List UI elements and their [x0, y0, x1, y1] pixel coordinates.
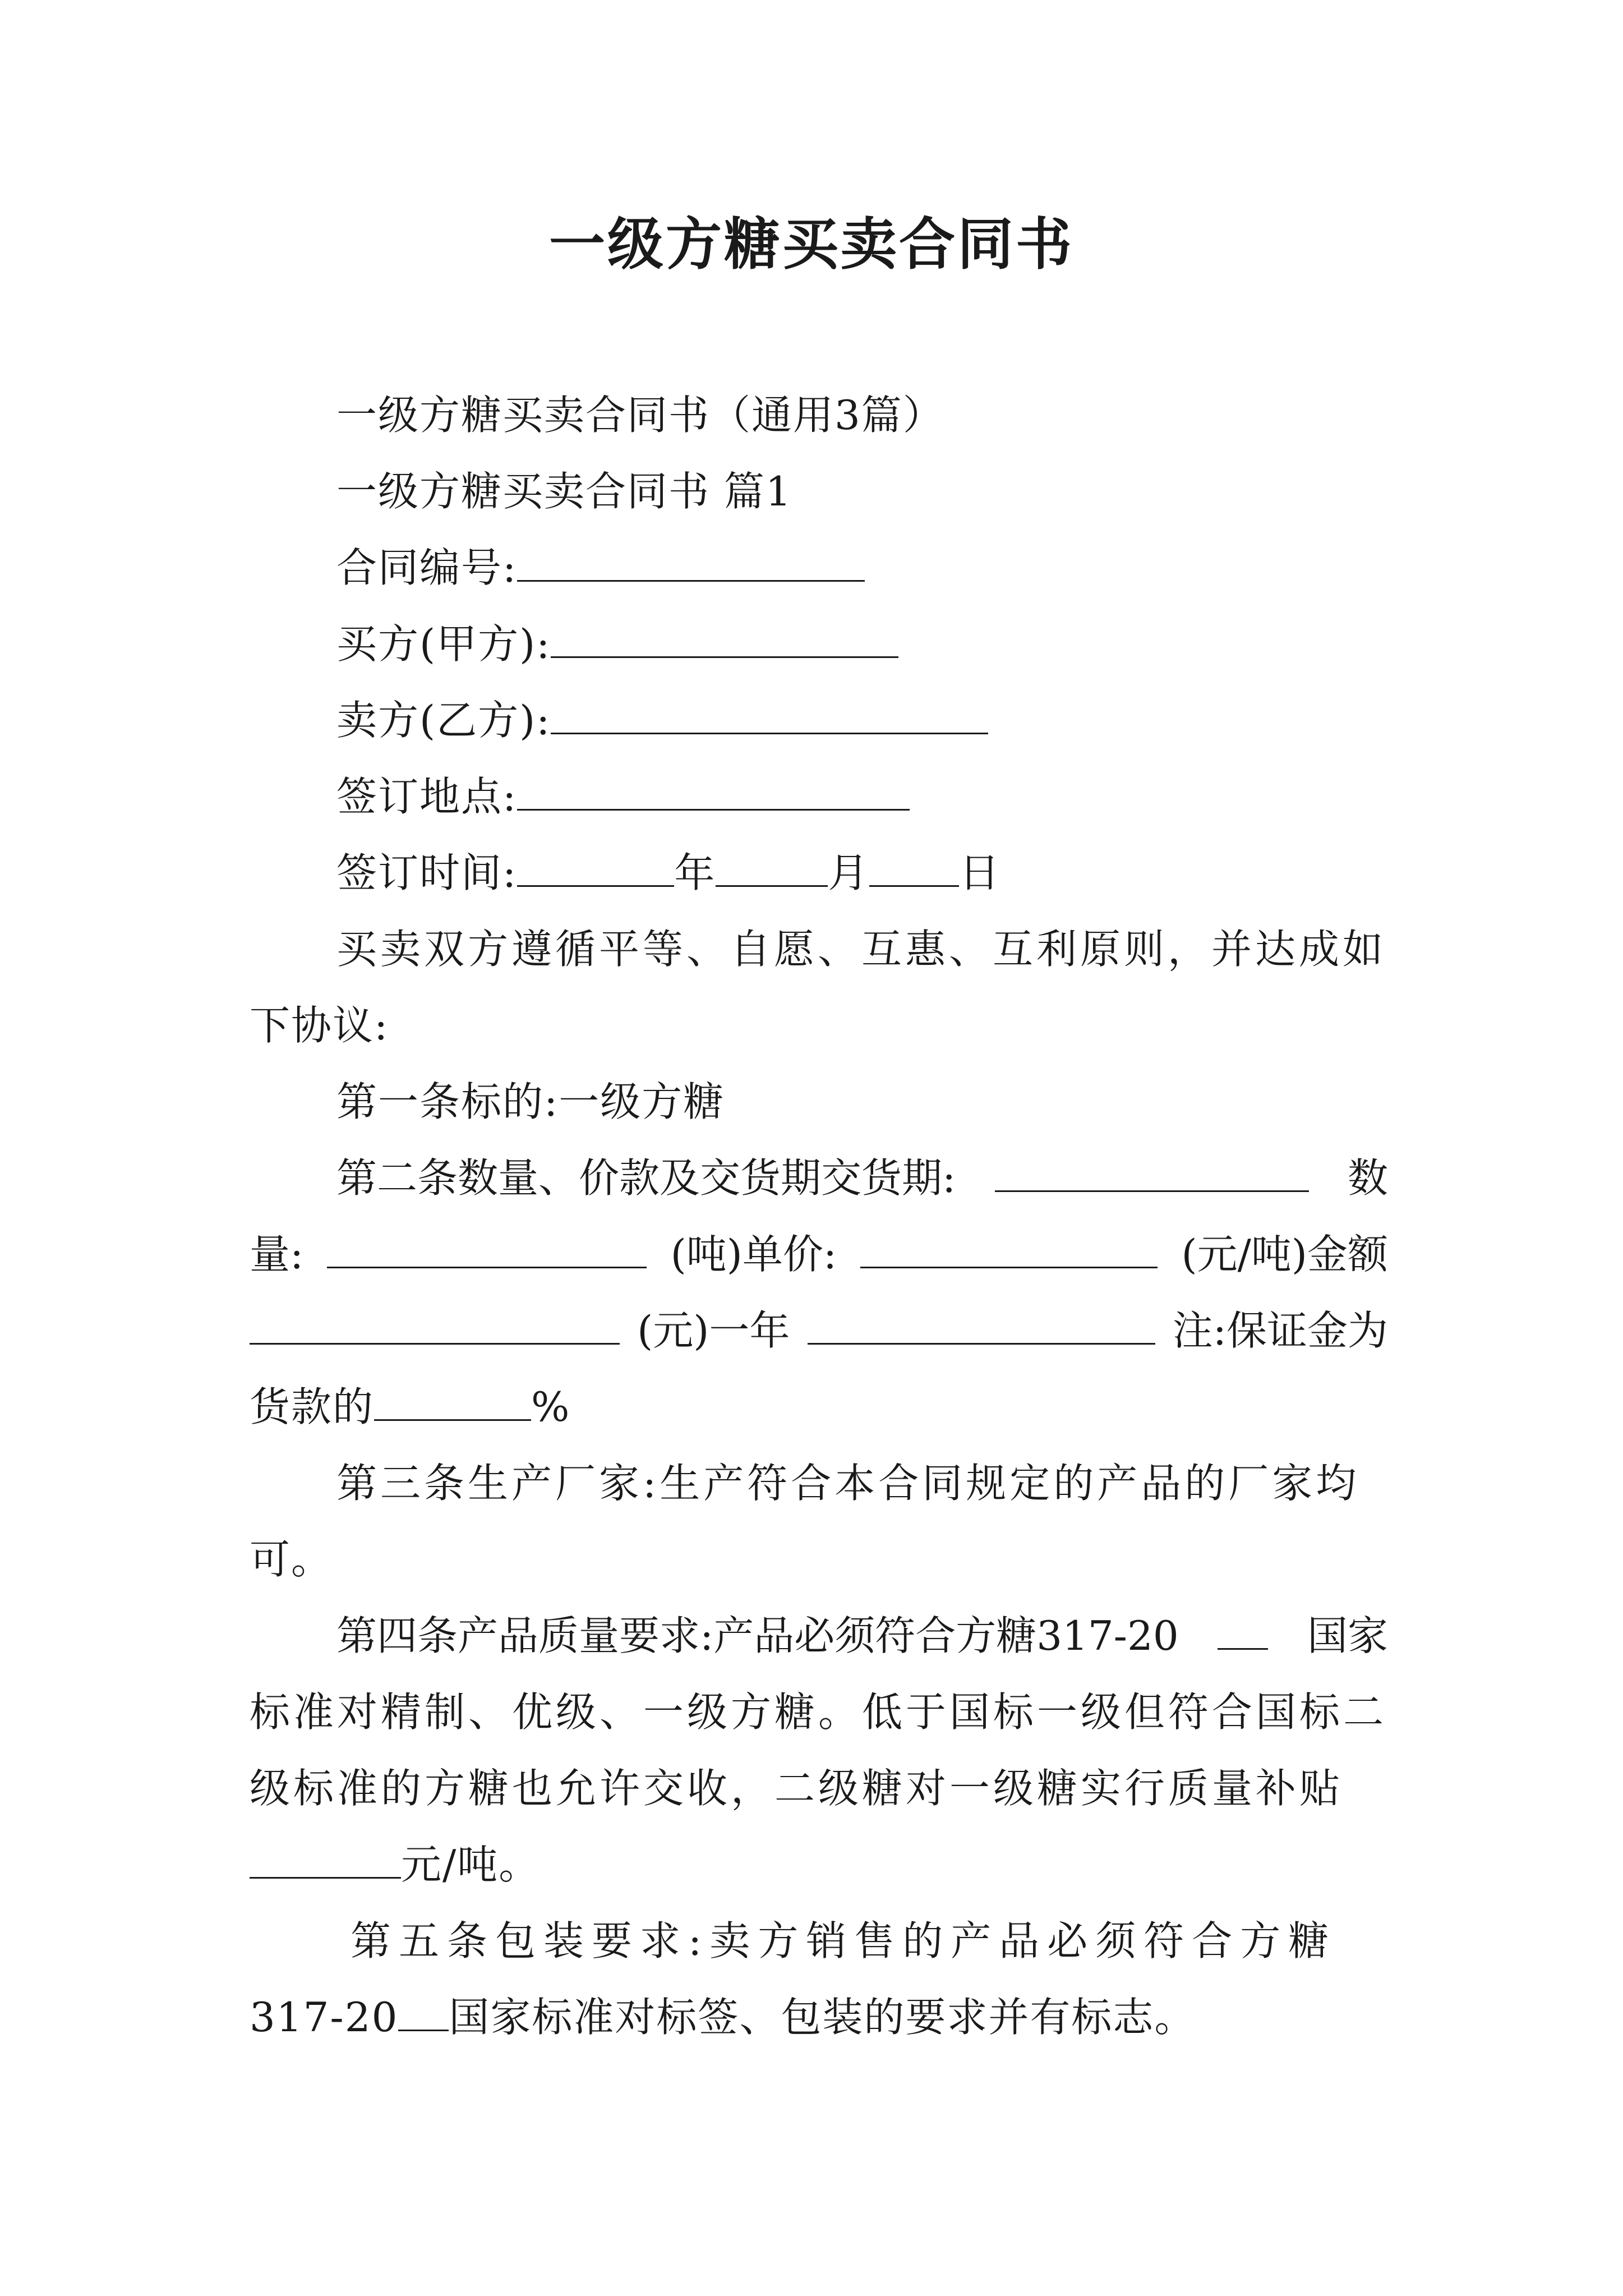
seller-label: 卖方(乙方):	[336, 697, 551, 744]
subsidy-blank	[250, 1843, 401, 1879]
article-4-text-d: 元/吨。	[401, 1841, 541, 1888]
day-blank	[869, 852, 959, 887]
document-subtitle: 一级方糖买卖合同书（通用3篇）	[336, 392, 944, 439]
article-5-line1: 第五条包装要求:卖方销售的产品必须符合方糖	[351, 1917, 1337, 1964]
unit-price-blank	[860, 1233, 1158, 1268]
contract-number-blank	[517, 546, 865, 582]
amount-blank	[250, 1309, 620, 1345]
signing-time-row	[336, 845, 1000, 901]
article-2-text-h: 货款的	[250, 1383, 375, 1430]
article-5-text-a: 317-20	[250, 1994, 399, 2041]
buyer-blank	[551, 623, 898, 658]
standard-year-blank	[1218, 1614, 1268, 1650]
seller-blank	[551, 699, 988, 734]
quantity-blank	[327, 1233, 647, 1268]
buyer-row	[336, 616, 898, 672]
article-2-text-e: (元/吨)金额	[1181, 1231, 1388, 1278]
delivery-period-blank	[995, 1157, 1309, 1192]
year-blank	[517, 852, 674, 887]
signing-place-row	[336, 769, 910, 825]
article-2-line2	[250, 1226, 1388, 1282]
article-3-line2: 可。	[250, 1536, 333, 1583]
one-year-blank	[808, 1309, 1155, 1345]
article-4-line2: 标准对精制、优级、一级方糖。低于国标一级但符合国标二	[250, 1688, 1387, 1736]
buyer-label: 买方(甲方):	[336, 620, 551, 668]
article-3-line1: 第三条生产厂家:生产符合本合同规定的产品的厂家均	[336, 1460, 1360, 1507]
intro-paragraph-line2: 下协议:	[250, 1002, 389, 1049]
seller-row	[336, 692, 988, 748]
article-2-line4	[250, 1379, 570, 1435]
month-label: 月	[828, 849, 870, 896]
article-5-line2	[250, 1989, 1196, 2045]
document-title: 一级方糖买卖合同书	[549, 211, 1074, 277]
article-4-text-b: 国家	[1307, 1612, 1388, 1659]
signing-time-label: 签订时间:	[336, 849, 518, 896]
article-2-text-d: (吨)单价:	[670, 1231, 837, 1278]
standard-year-blank-2	[398, 1996, 449, 2031]
article-2-text-f: (元)一年	[637, 1307, 790, 1354]
article-4-line1	[336, 1608, 1388, 1664]
signing-place-label: 签订地点:	[336, 773, 518, 820]
section-heading: 一级方糖买卖合同书 篇1	[336, 468, 792, 515]
contract-number-row	[336, 540, 865, 596]
article-4-line3: 级标准的方糖也允许交收，二级糖对一级糖实行质量补贴	[250, 1765, 1344, 1812]
contract-number-label: 合同编号:	[336, 544, 518, 591]
article-2-text-g: 注:保证金为	[1172, 1307, 1388, 1354]
month-blank	[716, 852, 828, 887]
deposit-percent-blank	[374, 1386, 531, 1421]
article-2-text-a: 第二条数量、价款及交货期交货期:	[336, 1154, 956, 1202]
day-label: 日	[959, 849, 1001, 896]
article-2-line3	[250, 1303, 1388, 1359]
article-2-text-i: %	[531, 1383, 571, 1430]
article-4-text-a: 第四条产品质量要求:产品必须符合方糖317-20	[336, 1612, 1179, 1659]
signing-place-blank	[517, 775, 910, 811]
article-4-line4	[250, 1837, 540, 1893]
article-2-text-b: 数	[1347, 1154, 1388, 1202]
article-1: 第一条标的:一级方糖	[336, 1078, 725, 1125]
year-label: 年	[674, 849, 716, 896]
article-2-line1	[336, 1150, 1388, 1206]
article-5-text-b: 国家标准对标签、包装的要求并有标志。	[449, 1994, 1196, 2041]
intro-paragraph-line1: 买卖双方遵循平等、自愿、互惠、互利原则，并达成如	[336, 926, 1387, 973]
article-2-text-c: 量:	[250, 1231, 304, 1278]
